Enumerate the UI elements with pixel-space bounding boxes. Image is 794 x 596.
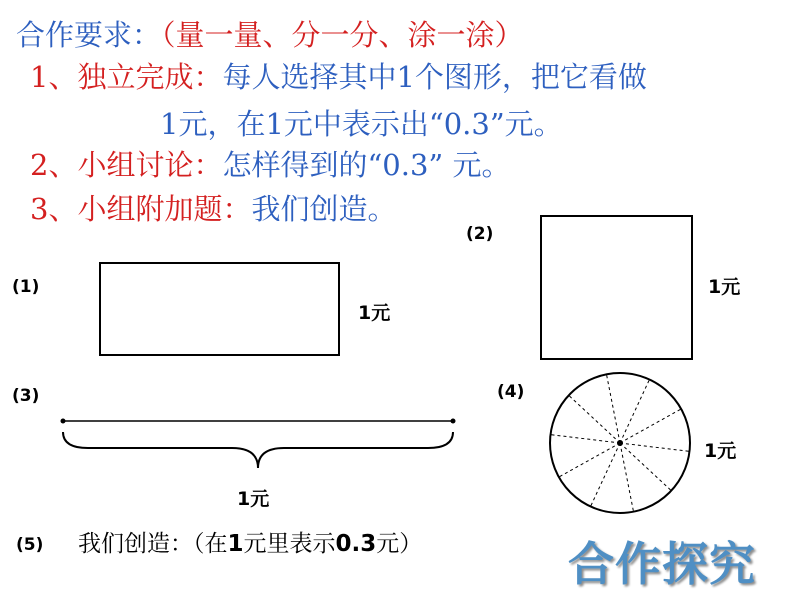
figure-2-id: (2) bbox=[466, 224, 494, 244]
sector-line bbox=[569, 395, 620, 443]
figure-3-id: (3) bbox=[12, 386, 40, 406]
figure-4-value-label: 1元 bbox=[704, 440, 737, 462]
figure-3-endpoint-left bbox=[61, 419, 66, 424]
task-5-number-1: 1 bbox=[227, 531, 244, 557]
task-5-text-b: 元里表示 bbox=[243, 531, 336, 557]
sector-line bbox=[591, 443, 620, 507]
sector-line bbox=[551, 435, 620, 443]
task-5-text-a: 我们创造：（在 bbox=[78, 531, 228, 557]
figure-3-brace bbox=[63, 432, 453, 468]
task-5-number-2: 0.3 bbox=[335, 531, 377, 557]
requirement-3-text: 我们创造。 bbox=[251, 192, 397, 226]
figure-4-center-dot bbox=[617, 440, 623, 446]
task-5-text-c: 元） bbox=[376, 531, 423, 557]
heading-label: 合作要求： bbox=[16, 18, 162, 52]
sector-line bbox=[559, 443, 620, 477]
requirement-1-continued: 1元，在1元中表示出“0.3”元。 bbox=[160, 107, 563, 141]
requirement-2-text: 怎样得到的“0.3” 元。 bbox=[222, 148, 511, 182]
figure-1-id: (1) bbox=[12, 277, 40, 297]
requirement-1-prefix: 1、独立完成： bbox=[30, 60, 223, 94]
sector-line bbox=[620, 409, 681, 443]
sector-line bbox=[606, 374, 620, 443]
heading-activity: （量一量、分一分、涂一涂） bbox=[161, 18, 524, 52]
task-5-id: (5) bbox=[16, 535, 44, 555]
figure-1-value-label: 1元 bbox=[358, 302, 391, 324]
sector-line bbox=[620, 443, 671, 491]
figure-4-id: (4) bbox=[497, 382, 525, 402]
task-5-text bbox=[78, 525, 422, 558]
figure-2-value-label: 1元 bbox=[708, 276, 741, 298]
requirement-3-prefix: 3、小组附加题： bbox=[30, 192, 252, 226]
sector-line bbox=[620, 443, 634, 512]
sector-line bbox=[620, 379, 649, 443]
figure-1-rectangle bbox=[100, 263, 339, 355]
section-stamp-title: 合作探究 bbox=[568, 537, 756, 591]
sector-line bbox=[620, 443, 689, 451]
figure-3-value-label: 1元 bbox=[237, 488, 270, 510]
requirement-1-text: 每人选择其中1个图形，把它看做 bbox=[222, 60, 647, 94]
figure-3-endpoint-right bbox=[451, 419, 456, 424]
requirement-2-prefix: 2、小组讨论： bbox=[30, 148, 223, 182]
figure-2-square bbox=[541, 216, 692, 359]
